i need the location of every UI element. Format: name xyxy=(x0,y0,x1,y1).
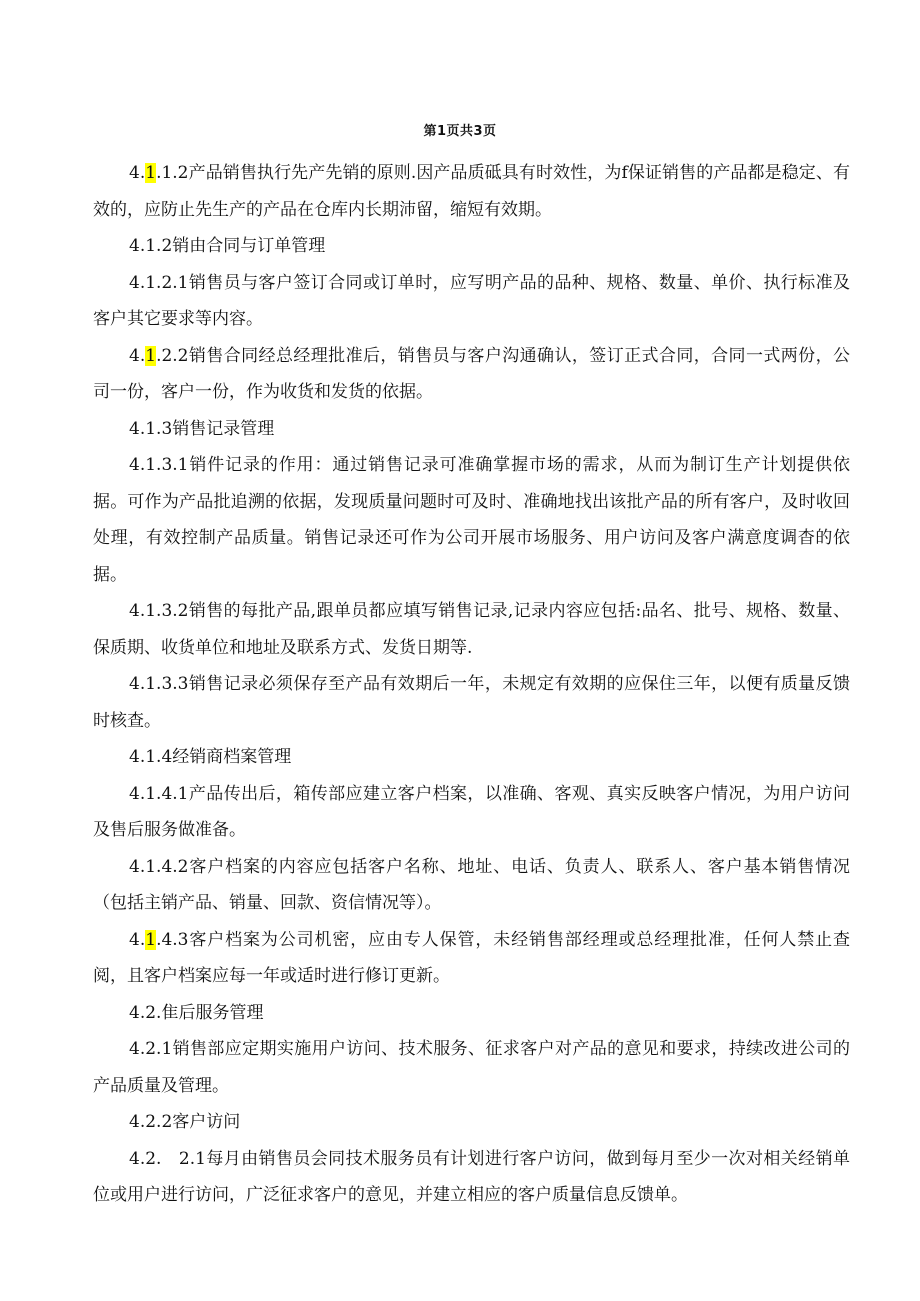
paragraph-4-1-2-2: 4.1.2.2销售合同经总经理批准后，销售员与客户沟通确认，签订正式合同，合同一式两份，公司一份，客户一份，作为收货和发货的依据。 xyxy=(93,345,850,402)
paragraph-4-1-4-1: 4.1.4.1产品传出后，箱传部应建立客户档案，以准确、客观、真实反映客户情况，为用户访问及售后服务做准备。 xyxy=(93,783,850,840)
heading-4-1-2: 4.1.2销由合同与订单管理 xyxy=(129,236,326,256)
paragraph-4-1-4-3: 4.1.4.3客户档案为公司机密，应由专人保管，未经销售部经理或总经理批准，任何人禁止查阅，且客户档案应每一年或适时进行修订更新。 xyxy=(93,929,850,986)
paragraph-4-2-1: 4.2.1销售部应定期实施用户访问、技术服务、征求客户对产品的意见和要求，持续改进公司的产品质量及管理。 xyxy=(93,1039,850,1096)
highlight-mark: 1 xyxy=(145,929,157,950)
paragraph-4-1-1-2: 4.1.1.2产品销售执行先产先销的原则.因产品质砥具有时效性，为f保证销售的产品都是稳定、有效的，应防止先生产的产品在仓库内长期沛留，缩短有效期。 xyxy=(93,163,850,220)
paragraph-4-1-3-2: 4.1.3.2销售的每批产品,跟单员都应填写销售记录,记录内容应包括:品名、批号、规格、数量、保质期、收货单位和地址及联系方式、发货日期等. xyxy=(93,601,850,658)
document-body xyxy=(93,155,850,1214)
paragraph-4-2-2-1: 4.2. 2.1每月由销售员会同技术服务员有计划进行客户访问，做到每月至少一次对相关经销单位或用户进行访问，广泛征求客户的意见，并建立相应的客户质量信息反馈单。 xyxy=(93,1148,850,1205)
heading-4-2-2: 4.2.2客户访问 xyxy=(129,1112,241,1132)
paragraph-4-1-3-3: 4.1.3.3销售记录必须保存至产品有效期后一年，未规定有效期的应保住三年，以便有质量反馈时核查。 xyxy=(93,674,850,731)
paragraph-4-1-2-1: 4.1.2.1销售员与客户签订合同或订单时，应写明产品的品种、规格、数量、单价、执行标准及客户其它要求等内容。 xyxy=(93,272,850,329)
paragraph-4-1-4-2: 4.1.4.2客户档案的内容应包括客户名称、地址、电话、负责人、联系人、客户基本销售情况（包括主销产品、销量、回款、资信情况等）。 xyxy=(93,856,850,913)
highlight-mark: 1 xyxy=(145,345,157,366)
heading-4-2: 4.2.隹后服务管理 xyxy=(129,1002,264,1023)
heading-4-1-3: 4.1.3销售记录管理 xyxy=(129,418,275,439)
paragraph-4-1-3-1: 4.1.3.1销件记录的作用：通过销售记录可准确掌握市场的需求，从而为制订生产计划提供依据。可作为产品批追溯的依据，发现质量问题时可及时、准确地找出该批产品的所有客户，及时收回处理，有效控制产品质量。销售记录还可作为公司开展市场服务、用户访问及客户满意度调杳的依据。 xyxy=(93,455,850,585)
page-number-header: 第1页共3页 xyxy=(423,124,497,139)
heading-4-1-4: 4.1.4经销商档案管理 xyxy=(129,747,292,767)
highlight-mark: 1 xyxy=(145,163,157,183)
